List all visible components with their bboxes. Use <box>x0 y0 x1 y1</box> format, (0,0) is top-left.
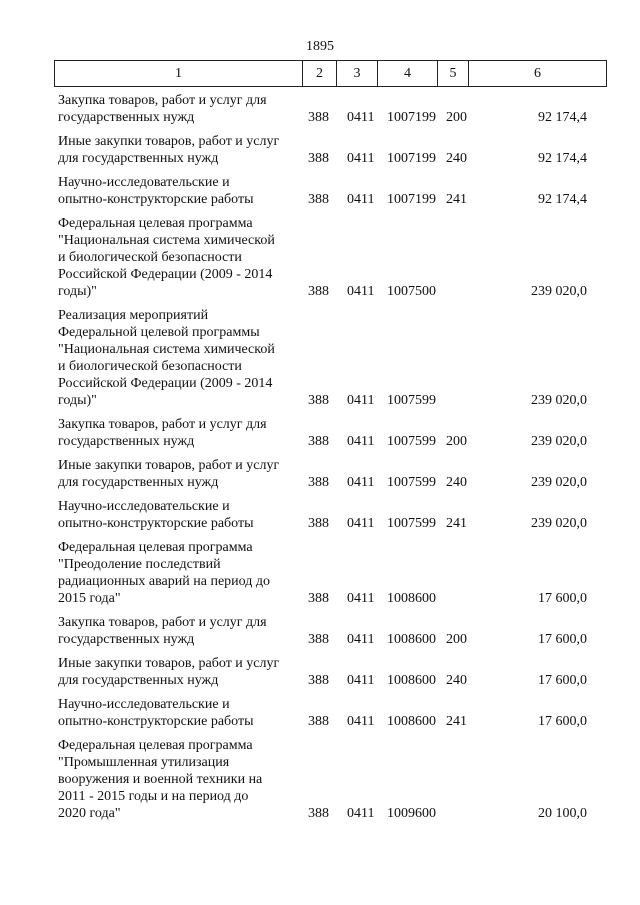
ministry-code: 388 <box>308 516 329 531</box>
target-article-code: 1009600 <box>387 806 436 821</box>
amount: 92 174,4 <box>538 151 587 166</box>
expense-type-code: 200 <box>446 434 467 449</box>
expense-type-code: 241 <box>446 714 467 729</box>
section-code: 0411 <box>347 434 375 449</box>
amount: 239 020,0 <box>531 516 587 531</box>
table-row <box>0 92 640 126</box>
row-name: Закупка товаров, работ и услуг для государственных нужд <box>58 417 267 449</box>
section-code: 0411 <box>347 714 375 729</box>
column-header-6: 6 <box>469 61 607 87</box>
section-code: 0411 <box>347 110 375 125</box>
row-name: Закупка товаров, работ и услуг для государственных нужд <box>58 615 267 647</box>
expense-type-code: 200 <box>446 632 467 647</box>
row-name: Научно-исследовательские и опытно-конструкторские работы <box>58 175 254 207</box>
target-article-code: 1008600 <box>387 714 436 729</box>
ministry-code: 388 <box>308 591 329 606</box>
ministry-code: 388 <box>308 673 329 688</box>
row-name: Иные закупки товаров, работ и услуг для государственных нужд <box>58 134 280 166</box>
target-article-code: 1007599 <box>387 434 436 449</box>
ministry-code: 388 <box>308 475 329 490</box>
section-code: 0411 <box>347 475 375 490</box>
row-name: Реализация мероприятий Федеральной целевой программы "Национальная система химической и биологической безопасности Российской Федерации (2009 - 2014 годы)" <box>58 308 275 408</box>
target-article-code: 1007199 <box>387 151 436 166</box>
column-header-5: 5 <box>438 61 469 87</box>
expense-type-code: 240 <box>446 475 467 490</box>
table-row <box>0 215 640 300</box>
amount: 239 020,0 <box>531 284 587 299</box>
expense-type-code: 241 <box>446 516 467 531</box>
table-row <box>0 307 640 409</box>
page-number: 1895 <box>306 39 334 54</box>
target-article-code: 1007599 <box>387 475 436 490</box>
table-row <box>0 457 640 491</box>
ministry-code: 388 <box>308 192 329 207</box>
ministry-code: 388 <box>308 806 329 821</box>
amount: 239 020,0 <box>531 475 587 490</box>
target-article-code: 1007599 <box>387 393 436 408</box>
expense-type-code: 200 <box>446 110 467 125</box>
table-row <box>0 133 640 167</box>
section-code: 0411 <box>347 284 375 299</box>
amount: 17 600,0 <box>538 673 587 688</box>
column-header-4: 4 <box>378 61 438 87</box>
row-name: Федеральная целевая программа "Промышленная утилизация вооружения и военной техники на 2011 - 2015 годы и на период до 2020 года" <box>58 738 263 821</box>
section-code: 0411 <box>347 516 375 531</box>
target-article-code: 1007500 <box>387 284 436 299</box>
ministry-code: 388 <box>308 632 329 647</box>
section-code: 0411 <box>347 591 375 606</box>
table-row <box>0 696 640 730</box>
ministry-code: 388 <box>308 110 329 125</box>
ministry-code: 388 <box>308 284 329 299</box>
table-row <box>0 416 640 450</box>
amount: 239 020,0 <box>531 434 587 449</box>
column-header-2: 2 <box>303 61 337 87</box>
section-code: 0411 <box>347 393 375 408</box>
row-name: Научно-исследовательские и опытно-конструкторские работы <box>58 697 254 729</box>
ministry-code: 388 <box>308 714 329 729</box>
section-code: 0411 <box>347 151 375 166</box>
ministry-code: 388 <box>308 151 329 166</box>
target-article-code: 1007199 <box>387 192 436 207</box>
amount: 17 600,0 <box>538 591 587 606</box>
amount: 92 174,4 <box>538 192 587 207</box>
amount: 17 600,0 <box>538 632 587 647</box>
column-header-1: 1 <box>55 61 303 87</box>
expense-type-code: 240 <box>446 151 467 166</box>
amount: 239 020,0 <box>531 393 587 408</box>
amount: 17 600,0 <box>538 714 587 729</box>
table-row <box>0 174 640 208</box>
row-name: Иные закупки товаров, работ и услуг для государственных нужд <box>58 656 280 688</box>
section-code: 0411 <box>347 632 375 647</box>
target-article-code: 1008600 <box>387 632 436 647</box>
column-header-row <box>55 61 607 87</box>
table-row <box>0 737 640 822</box>
column-header-table <box>54 60 607 87</box>
row-name: Федеральная целевая программа "Преодоление последствий радиационных аварий на период до 2015 года" <box>58 540 271 606</box>
row-name: Федеральная целевая программа "Национальная система химической и биологической безопасности Российской Федерации (2009 - 2014 годы)" <box>58 216 275 299</box>
target-article-code: 1007599 <box>387 516 436 531</box>
section-code: 0411 <box>347 806 375 821</box>
row-name: Закупка товаров, работ и услуг для государственных нужд <box>58 93 267 125</box>
row-name: Научно-исследовательские и опытно-конструкторские работы <box>58 499 254 531</box>
target-article-code: 1007199 <box>387 110 436 125</box>
ministry-code: 388 <box>308 393 329 408</box>
amount: 20 100,0 <box>538 806 587 821</box>
row-name: Иные закупки товаров, работ и услуг для государственных нужд <box>58 458 280 490</box>
table-row <box>0 655 640 689</box>
expense-type-code: 240 <box>446 673 467 688</box>
table-row <box>0 539 640 607</box>
section-code: 0411 <box>347 192 375 207</box>
amount: 92 174,4 <box>538 110 587 125</box>
target-article-code: 1008600 <box>387 673 436 688</box>
ministry-code: 388 <box>308 434 329 449</box>
budget-table-body <box>0 92 640 829</box>
expense-type-code: 241 <box>446 192 467 207</box>
column-header-3: 3 <box>337 61 378 87</box>
table-row <box>0 614 640 648</box>
target-article-code: 1008600 <box>387 591 436 606</box>
table-row <box>0 498 640 532</box>
section-code: 0411 <box>347 673 375 688</box>
